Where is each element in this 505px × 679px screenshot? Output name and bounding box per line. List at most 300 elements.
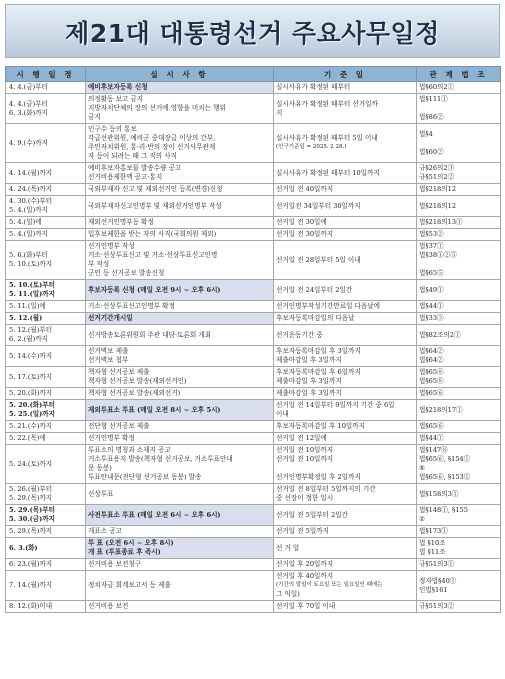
date-cell — [6, 82, 86, 94]
item-cell-line: 사전투표소 투표 (매일 오전 6시 ~ 오후 6시) — [88, 510, 221, 519]
base-cell-line: 선거일 전 12일에 — [276, 434, 327, 442]
item-cell-line: 문 동봉) — [88, 464, 112, 472]
base-cell-line: 후보자등록마감일 후 6일까지 — [276, 368, 361, 376]
item-cell-line: 선거비용 보전 — [88, 602, 129, 610]
base-cell — [274, 301, 417, 313]
law-cell — [417, 538, 501, 559]
item-cell-line: 후보자등록 신청 (매일 오전 9시 ~ 오후 6시) — [88, 285, 221, 294]
item-cell — [86, 445, 274, 484]
law-cell — [417, 229, 501, 241]
date-cell — [6, 196, 86, 217]
item-cell-line: 개표소 공고 — [88, 527, 122, 535]
item-cell-line: 책자형 선거공보 발송(재외선거) — [88, 389, 181, 397]
law-cell — [417, 163, 501, 184]
schedule-row — [6, 280, 501, 301]
date-cell-line: 5. 20.(화)까지 — [9, 389, 53, 397]
law-cell-line: 법§65⑥ — [419, 389, 444, 397]
law-cell-line: 법§218의12 — [419, 201, 457, 210]
law-cell — [417, 346, 501, 367]
base-cell-line: 후보자등록마감일 후 10일까지 — [276, 422, 366, 430]
item-cell — [86, 505, 274, 526]
date-cell-line: 5. 11.(일)까지 — [9, 290, 55, 298]
item-cell — [86, 433, 274, 445]
base-cell-line: 선거일 전 14일부터 9일까지 기간 중 6일 — [276, 401, 395, 409]
date-cell-line: 5. 22.(목)에 — [9, 434, 46, 442]
item-cell — [86, 184, 274, 196]
base-cell-line: 선거일 전 8일부터 5일까지의 기간 — [276, 485, 376, 493]
law-cell-line: 법§38①②⑤ — [419, 251, 457, 259]
date-cell-line: 6. 3.(화) — [9, 543, 38, 552]
base-cell-line: 선거일 전 40일까지 — [276, 185, 334, 193]
date-cell-line: 5. 11.(일)에 — [9, 302, 46, 310]
law-cell — [417, 241, 501, 280]
base-cell — [274, 280, 417, 301]
date-cell-line: 5. 29.(목)부터 — [9, 506, 55, 514]
item-cell — [86, 325, 274, 346]
law-cell — [417, 571, 501, 601]
law-cell — [417, 196, 501, 217]
base-cell-line: 선거일 전 5일까지 — [276, 527, 329, 535]
law-cell-line: 법§65⑧ — [419, 377, 444, 385]
base-cell — [274, 82, 417, 94]
item-cell-line: 국외부재자 신고 및 재외선거인 등록(변경)신청 — [88, 185, 223, 193]
item-cell-line: 선상투표 — [88, 489, 114, 498]
item-cell — [86, 571, 274, 601]
law-cell-line: 법§147⑧ — [419, 446, 448, 454]
schedule-row — [6, 184, 501, 196]
date-cell-line: 5. 12.(월) — [9, 314, 43, 322]
date-cell — [6, 217, 86, 229]
item-cell — [86, 388, 274, 400]
schedule-row — [6, 229, 501, 241]
base-cell — [274, 559, 417, 571]
law-cell — [417, 601, 501, 613]
date-cell — [6, 241, 86, 280]
item-cell-line: 책자형 선거공보 발송(재외선거인) — [88, 377, 187, 385]
item-cell-line: 입후보제한을 받는 자의 사직(국회의원 제외) — [88, 230, 217, 238]
item-cell — [86, 601, 274, 613]
date-cell-line: 5. 30.(금)까지 — [9, 515, 55, 523]
item-cell-line: 투표안내문(전단형 선거공보 동봉) 발송 — [88, 473, 202, 481]
date-cell-line: 5. 21.(수)까지 — [9, 422, 53, 430]
date-cell — [6, 559, 86, 571]
schedule-row — [6, 196, 501, 217]
schedule-row — [6, 433, 501, 445]
date-cell — [6, 433, 86, 445]
date-cell-line: 5. 29.(목)까지 — [9, 494, 53, 502]
law-cell-line: 법§60의2① — [419, 83, 455, 91]
item-cell — [86, 280, 274, 301]
law-cell-line: 법§82조의2① — [419, 330, 461, 339]
law-cell-line: 법§218의17① — [419, 405, 463, 414]
item-cell — [86, 82, 274, 94]
base-cell — [274, 94, 417, 124]
item-cell — [86, 484, 274, 505]
base-cell — [274, 184, 417, 196]
date-cell-line: 5. 4.(일)에 — [9, 218, 42, 226]
date-cell — [6, 229, 86, 241]
law-cell-line — [419, 139, 498, 148]
schedule-row — [6, 538, 501, 559]
base-cell — [274, 445, 417, 484]
date-cell — [6, 280, 86, 301]
base-cell-line: 제출마감일 후 3일까지 — [276, 389, 342, 397]
schedule-row — [6, 526, 501, 538]
base-cell-line: 선거인명부작성기간만료일 다음날에 — [276, 302, 381, 310]
item-cell-line: 선거비용제한액 공고·통지 — [88, 173, 163, 181]
law-cell-line: 규§51의2② — [419, 173, 455, 181]
law-cell — [417, 421, 501, 433]
law-cell — [417, 484, 501, 505]
schedule-row — [6, 367, 501, 388]
item-cell-line: 투 표 (오전 6시 ~ 오후 8시) — [88, 539, 174, 547]
base-cell — [274, 538, 417, 559]
date-cell-line: 4. 4.(금)부터 — [9, 83, 48, 91]
base-cell-line: 선거운동기간 중 — [276, 330, 323, 339]
date-cell — [6, 163, 86, 184]
law-cell — [417, 367, 501, 388]
date-cell — [6, 421, 86, 433]
item-cell-line: 자 등이 되려는 때 그 직의 사직 — [88, 152, 178, 160]
date-cell-line: 4. 9.(수)까지 — [9, 138, 48, 147]
schedule-row — [6, 346, 501, 367]
base-cell-line: 실시사유가 확정된 때부터 선거일까 — [276, 99, 378, 108]
base-cell-line: 실시사유가 확정된 때부터 5일 이내 — [276, 134, 378, 142]
law-cell — [417, 280, 501, 301]
base-cell — [274, 367, 417, 388]
schedule-row — [6, 94, 501, 124]
item-cell-line: 개 표 (투표종료 후 즉시) — [88, 548, 161, 556]
law-cell — [417, 124, 501, 163]
item-cell-line: 선거비용 보전청구 — [88, 560, 142, 568]
item-cell — [86, 163, 274, 184]
schedule-row — [6, 445, 501, 484]
base-cell — [274, 163, 417, 184]
base-cell-line: 선거일 후 40일까지 — [276, 572, 334, 580]
date-cell — [6, 325, 86, 346]
base-cell-line: 선거일 전 24일부터 2일간 — [276, 285, 353, 294]
item-cell — [86, 400, 274, 421]
item-cell-line: 선거인명부 확정 — [88, 434, 135, 442]
law-cell-line: 법§64② — [419, 347, 444, 355]
law-cell-line — [419, 104, 498, 113]
law-cell-line: 법§49① — [419, 285, 444, 294]
date-cell — [6, 94, 86, 124]
date-cell — [6, 400, 86, 421]
header-item: 실 시 사 항 — [86, 67, 274, 82]
law-cell-line: 법§65⑤ — [419, 269, 444, 277]
item-cell-line: 의정활동 보고 금지 — [88, 95, 144, 103]
law-cell-line: 규§26의2③ — [419, 164, 455, 172]
law-cell-line: 법§218의13① — [419, 218, 463, 226]
item-cell-line: 선거방송토론위원회 주관 대담·토론회 개최 — [88, 330, 212, 339]
item-cell-line: 거소투표용지 발송(책자형 선거공보, 거소투표안내 — [88, 455, 233, 463]
spacer — [0, 58, 505, 66]
item-cell-line: 군인 등 선거공보 발송신청 — [88, 269, 165, 277]
date-cell-line: 5. 14.(수)까지 — [9, 351, 53, 360]
law-cell-line: 법§65⑥, §153① — [419, 473, 471, 481]
law-cell-line: 법§64② — [419, 356, 444, 364]
law-cell-line: 법§173① — [419, 527, 448, 535]
schedule-row — [6, 559, 501, 571]
law-cell — [417, 526, 501, 538]
item-cell-line: 전단형 선거공보 제출 — [88, 422, 150, 430]
base-cell-line: 후보자등록마감일 후 3일까지 — [276, 347, 361, 355]
date-cell-line: 5. 10.(토)부터 — [9, 281, 55, 289]
item-cell-line: 예비후보자등록 신청 — [88, 83, 148, 91]
schedule-row — [6, 82, 501, 94]
law-cell — [417, 445, 501, 484]
schedule-row — [6, 601, 501, 613]
schedule-row — [6, 505, 501, 526]
date-cell-line: 4. 24.(목)까지 — [9, 185, 53, 193]
law-cell-line: 법§65⑥, §154① — [419, 455, 471, 463]
schedule-row — [6, 163, 501, 184]
base-cell-line: 선 거 일 — [276, 543, 300, 552]
law-cell-line: ② — [419, 515, 425, 523]
date-cell-line: 8. 12.(화)이내 — [9, 602, 53, 610]
base-cell — [274, 124, 417, 163]
item-cell — [86, 559, 274, 571]
base-cell — [274, 217, 417, 229]
law-cell-line: 법§4 — [419, 129, 433, 138]
base-cell-line: 제출마감일 후 3일까지 — [276, 356, 342, 364]
base-cell — [274, 388, 417, 400]
base-cell-line — [276, 464, 414, 473]
item-cell-line: 예비후보자홍보물 발송수량 공고 — [88, 164, 182, 172]
date-cell — [6, 313, 86, 325]
base-cell-line: 선거일 전 28일부터 5일 이내 — [276, 255, 361, 264]
date-cell — [6, 484, 86, 505]
law-cell — [417, 505, 501, 526]
item-cell-line: 재외투표소 투표 (매일 오전 8시 ~ 오후 5시) — [88, 405, 221, 414]
item-cell-line: 선거벽보 첩부 — [88, 356, 129, 364]
law-cell-line: 법§158의3① — [419, 489, 459, 498]
header-date: 시 행 일 정 — [6, 67, 86, 82]
item-cell-line: 선거벽보 제출 — [88, 347, 129, 355]
item-cell — [86, 229, 274, 241]
date-cell-line: 5. 17.(토)까지 — [9, 372, 53, 381]
schedule-body — [6, 82, 501, 613]
base-cell-line: 선거인명부확정일 후 2일까지 — [276, 473, 361, 481]
law-cell-line: 법§44① — [419, 434, 444, 442]
law-cell-line: 법§65⑥ — [419, 422, 444, 430]
law-cell-line: ⑤ — [419, 464, 425, 472]
date-cell-line: 5. 29.(목)까지 — [9, 527, 53, 535]
date-cell-line: 6. 23.(월)까지 — [9, 560, 53, 568]
base-cell-line: 이내 — [276, 410, 289, 418]
base-cell — [274, 505, 417, 526]
law-cell-line: 인법§161 — [419, 585, 448, 594]
base-cell — [274, 433, 417, 445]
item-cell — [86, 421, 274, 433]
base-cell-line: 선거일 후 20일까지 — [276, 560, 334, 568]
header-row — [6, 67, 501, 82]
date-cell-line: 5. 4.(일)까지 — [9, 206, 48, 214]
base-cell — [274, 571, 417, 601]
item-cell — [86, 526, 274, 538]
base-cell-line: 중 선장이 정한 일시 — [276, 494, 334, 502]
base-cell-line: 그 익일) — [276, 590, 300, 598]
base-cell — [274, 313, 417, 325]
title-banner — [5, 4, 500, 58]
law-cell-line: 법§111① — [419, 95, 448, 103]
law-cell — [417, 94, 501, 124]
date-cell — [6, 445, 86, 484]
base-cell-line: 지 — [276, 108, 283, 117]
item-cell — [86, 241, 274, 280]
item-cell-line: 선거인명부 작성 — [88, 242, 135, 250]
base-cell-line: (기간의 말일이 토요일 또는 일요일인 때에는 — [276, 582, 383, 588]
law-cell — [417, 184, 501, 196]
base-cell — [274, 346, 417, 367]
item-cell — [86, 124, 274, 163]
law-cell-line: 법§37① — [419, 242, 444, 250]
schedule-row — [6, 484, 501, 505]
base-cell — [274, 400, 417, 421]
law-cell-line: 법§65⑧ — [419, 368, 444, 376]
date-cell-line: 5. 20.(화)부터 — [9, 401, 55, 409]
law-cell-line — [419, 260, 498, 269]
law-cell-line: 법§44① — [419, 302, 444, 310]
law-cell — [417, 325, 501, 346]
date-cell-line: 5. 24.(토)까지 — [9, 459, 53, 468]
item-cell — [86, 94, 274, 124]
item-cell — [86, 346, 274, 367]
date-cell-line: 4. 4.(금)부터 — [9, 99, 48, 108]
item-cell-line: 인구수 등의 통보 — [88, 125, 137, 133]
item-cell — [86, 367, 274, 388]
page-title: 제21대 대통령선거 주요사무일정 — [65, 19, 440, 48]
schedule-row — [6, 421, 501, 433]
law-cell — [417, 400, 501, 421]
schedule-row — [6, 400, 501, 421]
law-cell — [417, 313, 501, 325]
item-cell-line: 지방자치단체의 장의 선거에 영향을 미치는 행위 — [88, 104, 226, 112]
base-cell-line: 선거일 전 5일부터 2일간 — [276, 510, 349, 519]
base-cell — [274, 526, 417, 538]
base-cell — [274, 325, 417, 346]
date-cell — [6, 601, 86, 613]
date-cell — [6, 184, 86, 196]
item-cell-line: 선거기간개시일 — [88, 314, 133, 322]
law-cell-line: 규§51의3② — [419, 602, 455, 610]
schedule-row — [6, 217, 501, 229]
date-cell — [6, 526, 86, 538]
header-law: 관 계 법 조 — [417, 67, 501, 82]
base-cell — [274, 601, 417, 613]
date-cell-line: 4. 30.(수)부터 — [9, 197, 53, 205]
item-cell-line: 거소·선상투표신고인명부 확정 — [88, 302, 175, 310]
date-cell — [6, 124, 86, 163]
law-cell-line: 법§148①, §155 — [419, 506, 468, 514]
base-cell-line: 선거일 전 30일에 — [276, 218, 327, 226]
base-cell — [274, 241, 417, 280]
base-cell-line: (인구기준일 = 2025. 2 28.) — [276, 144, 347, 150]
base-cell — [274, 196, 417, 217]
item-cell-line: 각급선관위원, 예비군 중대장급 이상의 간부, — [88, 134, 216, 142]
law-cell-line: 규§51의3① — [419, 560, 455, 568]
item-cell — [86, 538, 274, 559]
date-cell — [6, 505, 86, 526]
law-cell-line: 법§218의12 — [419, 185, 457, 193]
date-cell-line: 7. 14.(월)까지 — [9, 581, 53, 589]
base-cell-line: 제출마감일 후 3일까지 — [276, 377, 342, 385]
schedule-row — [6, 124, 501, 163]
base-cell-line: 선거일 전 10일까지 — [276, 446, 334, 454]
item-cell-line: 투표소의 명칭과 소재지 공고 — [88, 446, 171, 454]
date-cell-line: 6. 2.(월)까지 — [9, 335, 48, 343]
date-cell — [6, 346, 86, 367]
header-base: 기 준 일 — [274, 67, 417, 82]
item-cell-line: 국외부재자신고인명부 및 재외선거인명부 작성 — [88, 201, 222, 210]
base-cell-line: 실시사유가 확정된 때부터 — [276, 83, 351, 91]
base-cell — [274, 421, 417, 433]
law-cell — [417, 217, 501, 229]
item-cell-line: 부 작성 — [88, 260, 110, 268]
base-cell-line: 선거일 후 70일 이내 — [276, 602, 336, 610]
schedule-table — [5, 66, 501, 613]
law-cell — [417, 559, 501, 571]
law-cell-line: 정자법§40① — [419, 576, 457, 585]
item-cell — [86, 313, 274, 325]
law-cell — [417, 82, 501, 94]
schedule-row — [6, 571, 501, 601]
date-cell-line: 5. 4.(일)까지 — [9, 230, 48, 238]
base-cell-line: 선거일 전 30일까지 — [276, 230, 334, 238]
law-cell-line: 법 §10조 — [419, 539, 446, 547]
date-cell-line: 5. 10.(토)까지 — [9, 260, 53, 268]
date-cell-line: 6. 3.(화)까지 — [9, 108, 48, 117]
law-cell — [417, 433, 501, 445]
schedule-row — [6, 301, 501, 313]
date-cell — [6, 367, 86, 388]
item-cell-line: 재외선거인명부등 확정 — [88, 218, 154, 226]
base-cell — [274, 484, 417, 505]
date-cell-line: 5. 26.(월)부터 — [9, 485, 53, 493]
law-cell — [417, 388, 501, 400]
law-cell-line: 법§53② — [419, 230, 444, 238]
item-cell — [86, 196, 274, 217]
item-cell-line: 정치자금 회계보고서 등 제출 — [88, 581, 171, 589]
schedule-row — [6, 313, 501, 325]
date-cell-line: 5. 12.(월)부터 — [9, 326, 53, 334]
law-cell-line: 법 §11조 — [419, 548, 446, 556]
date-cell — [6, 388, 86, 400]
schedule-row — [6, 325, 501, 346]
date-cell — [6, 301, 86, 313]
item-cell-line: 금지 — [88, 113, 101, 121]
law-cell — [417, 301, 501, 313]
law-cell-line: 법§60② — [419, 147, 444, 156]
schedule-row — [6, 388, 501, 400]
item-cell — [86, 301, 274, 313]
item-cell-line: 주민자치위원, 통·리·반의 장이 선거사무관계 — [88, 143, 216, 151]
date-cell-line: 5. 25.(일)까지 — [9, 410, 55, 418]
item-cell — [86, 217, 274, 229]
date-cell — [6, 571, 86, 601]
law-cell-line: 법§86② — [419, 113, 444, 121]
base-cell-line: 선거일 전 10일까지 — [276, 455, 334, 463]
law-cell-line: 법§33③ — [419, 314, 444, 322]
item-cell-line: 거소·선상투표신고 및 거소·선상투표신고인명 — [88, 251, 218, 259]
item-cell-line: 책자형 선거공보 제출 — [88, 368, 150, 376]
schedule-row — [6, 241, 501, 280]
base-cell-line: 선거일전 34일부터 30일까지 — [276, 201, 361, 210]
base-cell-line: 후보자등록마감일의 다음날 — [276, 314, 355, 322]
date-cell-line: 4. 14.(월)까지 — [9, 168, 53, 177]
base-cell-line: 실시사유가 확정된 때부터 10일까지 — [276, 168, 380, 177]
